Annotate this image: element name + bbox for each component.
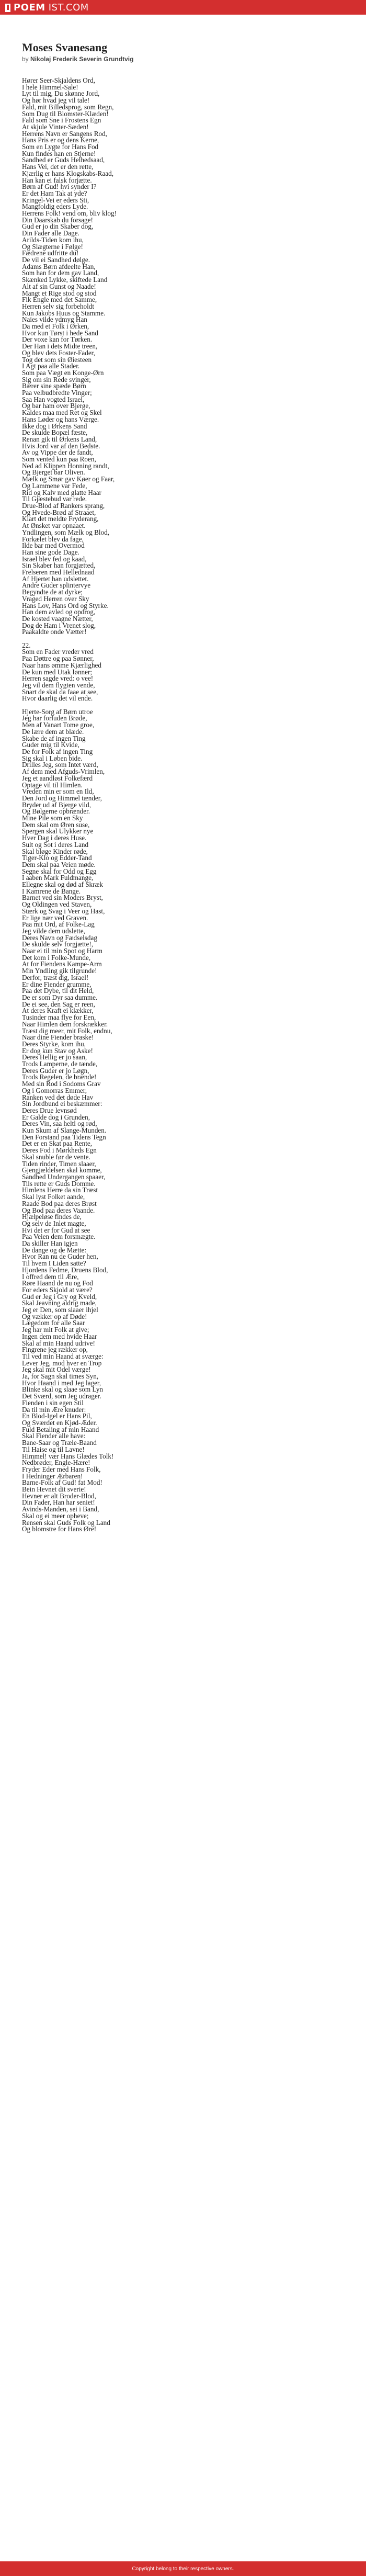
poem-line: Som Dug til Blomster-Klæden! (22, 109, 109, 118)
poem-line: Og Hvede-Brød af Straaet, (22, 508, 96, 516)
poem-line: Fik Engle med det Samme, (22, 296, 97, 304)
poem-line: Fald, mit Billedsprog, som Regn, (22, 103, 114, 111)
poem-line: Kaldes maa med Ret og Skel (22, 409, 102, 417)
poem-line: Ned ad Klippen Honning randt, (22, 461, 109, 470)
poem-line: Nedbrøder, Engle-Hære! (22, 1459, 90, 1467)
poem-line: Fryder Eder med Hans Folk, (22, 1465, 101, 1473)
poem-line: Da skiller Han igjen (22, 1239, 78, 1248)
poem-line: Da med et Folk i Ørken, (22, 322, 89, 331)
poem-title: Moses Svanesang (22, 41, 108, 54)
poem-line: Som vented kun paa Roen, (22, 455, 96, 464)
poem-body (22, 77, 336, 1533)
poem-line: Hvor Haand i med Jeg lager, (22, 1379, 101, 1387)
poem-line: Guder mig til Kvide, (22, 741, 79, 749)
poem-line: Jeg vil dem flygten vende, (22, 681, 95, 689)
poem-line: Optage vil til Himlen. (22, 781, 83, 789)
poem-line: Paa velbudbredte Vinger; (22, 389, 92, 397)
poem-line: Jeg skal mit Odel værge! (22, 1365, 91, 1374)
poem-line: Han sine gode Dage. (22, 548, 79, 556)
poem-line: Mælk og Smør gav Køer og Faar, (22, 475, 115, 483)
poem-line: De kun med Utak lønner; (22, 668, 93, 676)
poem-line: De er som Dyr saa dumme. (22, 993, 98, 1001)
poem-line: Og hør hvad jeg vil tale! (22, 96, 90, 105)
poem-line: Frelseren med Hellednaad (22, 568, 95, 577)
poem-line: Skal Jeavning aldrig made, (22, 1299, 97, 1307)
stanza-2-number: 22. (22, 641, 31, 649)
poem-line: Blinke skal og slaae som Lyn (22, 1385, 103, 1394)
poem-line: Kun Skum af Slange-Munden. (22, 1126, 107, 1135)
poem-line: Til ved min Haand at sværge: (22, 1352, 104, 1360)
poem-line: Hvis Jord var af den Bedste. (22, 442, 100, 450)
poem-line: Min Yndling gik tilgrunde! (22, 967, 97, 975)
poem-line: Af dem med Afguds-Vrimlen, (22, 767, 105, 776)
poem-line: Saa Han vogted Israel, (22, 395, 85, 403)
poem-line: Er dog kun Stav og Aske! (22, 1046, 93, 1055)
poem-line: Deres Vin, saa heltl og rød, (22, 1120, 97, 1128)
poem-line: Jeg et aandløst Folkefærd (22, 774, 93, 782)
poem-line: At for Fiendens Kampe-Arm (22, 960, 102, 968)
poem-line: De skulde selv forgjætte!, (22, 940, 94, 948)
poem-line: Træst dig meer, mit Folk, endnu, (22, 1026, 112, 1035)
poem-line: Deres Navn og Fædselsdag (22, 933, 97, 942)
poem-line: Gjengjældelsen skal komme, (22, 1166, 102, 1174)
poem-line: Og Bod paa deres Vaande. (22, 1206, 95, 1214)
poem-line: Skal bløge Kinder røde, (22, 847, 88, 855)
poem-line: Sin Skaber han forgjætted, (22, 561, 96, 570)
poem-line: Paa Døttre og paa Sønner, (22, 654, 94, 663)
poem-line: Himmel! vær Hans Glædes Tolk! (22, 1452, 114, 1460)
poem-line: Trods Regelen, de brænde! (22, 1073, 97, 1081)
poem-line: Adams Børn afdeelte Han, (22, 262, 96, 270)
poem-line: Himlens Herre da sin Træst (22, 1186, 98, 1194)
poem-line: Hvor Ran nu de Guder hen, (22, 1252, 98, 1261)
poem-line: Snart de skal da faae at see, (22, 687, 98, 696)
poem-line: Sig skal i Løben bide. (22, 754, 83, 762)
logo-main-text: POEM (14, 2, 45, 13)
poem-line: I hele Himmel-Sale! (22, 83, 78, 91)
poem-line: Til Gjæstebud var rede. (22, 495, 87, 503)
poem-line: Fuld Betaling af min Haand (22, 1425, 99, 1433)
poem-line: Hans Lov, Hans Ord og Styrke. (22, 601, 109, 609)
poem-line: Lever Jeg, mod hver en Trop (22, 1359, 102, 1367)
poem-line: Tils rette er Guds Domme. (22, 1179, 96, 1188)
byline-prefix: by (22, 55, 29, 63)
poem-line: Kun findes han en Stjerne! (22, 149, 96, 157)
poem-line: Gud er Jeg i Gry og Kveld, (22, 1292, 97, 1301)
poem-line: Naar ei til min Spot og Harm (22, 947, 102, 955)
poem-line: Rensen skal Guds Folk og Land (22, 1518, 110, 1527)
poem-line: Fædrene udfritte du! (22, 249, 79, 257)
poem-line: Er Galde dog i Grunden, (22, 1113, 90, 1121)
poem-line: Røre Haand de nu og Fod (22, 1279, 93, 1287)
poem-line: Hører Seer-Skjaldens Ord, (22, 76, 95, 84)
poem-line: De ei see, den Sag er reen, (22, 1000, 95, 1008)
poem-line: Klart det meldte Fryderang, (22, 515, 99, 523)
poem-line: Sandhed Undergangen spaaer, (22, 1172, 106, 1181)
poem-line: Rid og Kalv med glatte Haar (22, 488, 101, 496)
poem-line: Og blomstre for Hans Øre! (22, 1525, 97, 1533)
poem-line: Der voxe kan for Tørken. (22, 335, 93, 344)
poem-line: Og Bølgerne opbrænder. (22, 807, 90, 816)
poem-line: Tog det som sin Øiesteen (22, 355, 92, 364)
poem-line: Jeg er Den, som slaaer ihjel (22, 1306, 98, 1314)
site-logo[interactable] (5, 2, 89, 13)
poem-line: Din Fader alle Dage. (22, 229, 79, 238)
poem-line: At deres Kraft ei klækker, (22, 1007, 94, 1015)
poem-line: Dem skal paa Veien møde. (22, 860, 96, 868)
poem-line: En Blod-Igel er Hans Pil, (22, 1412, 92, 1420)
poem-line: Bein Hevnet dit sverie! (22, 1485, 86, 1494)
poem-line: Begyndte de at dyrke; (22, 588, 83, 596)
poem-line: Fingrene jeg rækker op, (22, 1346, 88, 1354)
poem-line: Børn af Gud! hvi synder I? (22, 183, 97, 191)
logo-mark-icon (5, 4, 10, 12)
poem-line: Sandhed er Guds Helhedsaad, (22, 156, 105, 164)
poem-line: Med sin Rod i Sodoms Grav (22, 1080, 101, 1088)
poem-line: At skjule Vinter-Sæden! (22, 122, 89, 131)
poem-line: Lyt til mig, Du skønne Jord, (22, 89, 100, 98)
poem-line: Til hvem I Liden satte? (22, 1259, 86, 1268)
poem-line: Bryder ud af Bjerge vild, (22, 800, 91, 809)
poem-line: Og blev dets Foster-Fader, (22, 348, 95, 357)
poem-line: Herrens Folk! vend om, bliv klog! (22, 209, 117, 218)
poem-line: Og Lammene var Fede, (22, 481, 87, 490)
poem-line: Drue-Blod af Rankers sprang, (22, 502, 105, 510)
poem-line: Men af Vanart Tome groe, (22, 721, 95, 729)
poem-line: Skabe de af ingen Ting (22, 734, 86, 742)
poem-container (22, 41, 336, 1533)
poem-line: Naar Himlen dem forskrækker. (22, 1020, 108, 1028)
poem-line: Han kan ei falsk forjætte. (22, 176, 92, 184)
poem-line: Mangfoldig eders Lyde. (22, 202, 88, 211)
poem-line: Yndlingen, som Mælk og Blod, (22, 528, 110, 536)
poem-line: Og bar ham over Bjerge, (22, 402, 90, 410)
poem-line: Og Bjerget bar Oliven. (22, 468, 85, 477)
poem-line: Barnet ved sin Moders Bryst, (22, 894, 103, 902)
poem-line: Avinds-Manden, sei i Band, (22, 1505, 99, 1513)
poem-line: Hjordens Fedme, Druens Blod, (22, 1266, 108, 1274)
poem-line: De kosted vaagne Nætter, (22, 614, 93, 623)
poem-line: Paa Veien dem forsmægte. (22, 1233, 96, 1241)
poem-line: Skal af min Haand udrive! (22, 1339, 95, 1347)
stanza-1 (22, 77, 336, 636)
poem-line: Din Fader, Han har seniet! (22, 1498, 95, 1507)
poem-line: Som en Fader vreder vred (22, 648, 94, 656)
poem-line: Drilles Jeg, som Intet værd, (22, 761, 98, 769)
poem-line: Skal lyst Folket aande, (22, 1193, 85, 1201)
poem-line: Alt af sin Gunst og Naade! (22, 282, 96, 290)
poem-line: Er det Ham Tak at yde? (22, 189, 87, 197)
poem-line: Barne-Folk af Gud! fat Mod! (22, 1478, 102, 1487)
poem-line: For eders Skjold at være? (22, 1285, 93, 1294)
poem-line: Ja, for Sagn skal times Syn, (22, 1372, 99, 1381)
poem-line: Fald som Sne i Frostens Egn (22, 116, 101, 125)
poem-line: Derfor, træst dig, Israel! (22, 973, 89, 981)
poem-line: Er dine Fiender grumme, (22, 980, 92, 988)
poem-line: Sin Jordbund ei beskæmmer: (22, 1100, 102, 1108)
poem-line: Og Slægterne i Følge! (22, 242, 83, 251)
poem-line: Sult og Sot i deres Land (22, 840, 89, 849)
poem-line: De for Folk af ingen Ting (22, 747, 93, 755)
poem-line: Forkælet blev da fage, (22, 535, 84, 543)
poem-line: Hans Løder og hans Værge. (22, 415, 99, 423)
poem-line: Som paa Vægt en Konge-Ørn (22, 368, 104, 377)
poem-line: Ingen dem med hvide Haar (22, 1332, 97, 1340)
site-header (0, 0, 366, 15)
poem-line: Skal og ei meer opheve; (22, 1511, 89, 1520)
stanza-2 (22, 649, 336, 1533)
poem-line: Da til min Ære knuder: (22, 1405, 86, 1414)
poem-line: De vil ei Sandhed dølge. (22, 255, 90, 264)
poem-line: Arilds-Tiden kom ihu, (22, 235, 84, 244)
poem-line: Han dem avled og opdrog, (22, 608, 96, 616)
poem-line: Ellegne skal og død af Skræk (22, 880, 103, 889)
poem-line: Deres Styrke, kom ihu, (22, 1040, 86, 1048)
poem-line: Tiden rinder, Timen slaaer, (22, 1159, 96, 1168)
poem-line: I aaben Mark Fuldmange, (22, 874, 94, 882)
site-footer (0, 2561, 366, 2576)
poem-line: Hver Dag i deres Huse. (22, 834, 87, 842)
poem-line: Og Oldingen ved Staven, (22, 900, 92, 909)
poem-line: Tiger-Klo og Edder-Tand (22, 854, 92, 862)
poem-line: Trods Lamperne, de tænde, (22, 1060, 98, 1068)
poem-line: De skulde Bopæl fæste, (22, 428, 88, 437)
poem-line: Jeg vilde dem udslette, (22, 927, 85, 935)
poem-line: I Hedninger Ærbaren! (22, 1472, 83, 1480)
poem-line: Hans Pris er og dens Kerne, (22, 136, 99, 144)
poem-line: Vreden min er som en Ild, (22, 787, 94, 796)
poem-line: Er lige nær ved Graven. (22, 913, 88, 922)
poem-line: Sig om sin Rede svinger, (22, 375, 91, 383)
poem-line: Kun Jakobs Huus og Stamme. (22, 309, 106, 317)
poem-line: Hjerte-Sorg af Børn utroe (22, 707, 93, 716)
poem-line: Skænked Lykke, skiftede Land (22, 276, 108, 284)
poem-line: Paakaldte onde Vætter! (22, 628, 87, 636)
poem-line: Af Hjertet han udslettet. (22, 574, 89, 583)
poem-line: Hvor kun Tørst i hede Sand (22, 329, 98, 337)
poem-line: Til Haise og til Lavne! (22, 1445, 85, 1453)
poem-line: Herren selv sig forbeholdt (22, 302, 95, 310)
poem-line: Israel blev fed og kaad, (22, 555, 87, 563)
poem-line: Av og Vippe der de fandt, (22, 448, 93, 457)
poem-line: Den Forstand paa Tidens Tegn (22, 1133, 106, 1141)
poem-line: Segne skal for Odd og Egg (22, 867, 97, 875)
poem-line: Og selv de Inlet magte, (22, 1219, 86, 1227)
poem-line: Det Sværd, som Jeg udrager. (22, 1392, 101, 1400)
poem-line: Som en Lygte for Hans Fod (22, 143, 99, 151)
poem-line: At Ønsket var opnaaet. (22, 522, 86, 530)
poem-line: Hvor daarlig det vil ende. (22, 694, 93, 703)
poem-line: Herren sagde vred: o vee! (22, 674, 94, 683)
poem-line: Hans Vei, det er den rette, (22, 163, 94, 171)
poem-line: Paa mit Ord, af Folke-Lag (22, 920, 95, 929)
poem-line: Herrens Navn er Sangens Rod, (22, 129, 107, 138)
poem-line: Kjærlig er hans Klogskabs-Raad, (22, 169, 114, 177)
poem-line: Lægedom for alle Saar (22, 1319, 85, 1327)
poem-line: Kringel-Vei er eders Sti, (22, 196, 89, 204)
poem-line: I Kamrene de Bange. (22, 887, 81, 895)
poem-line: Spergen skal Ulykker nye (22, 827, 94, 835)
poem-line: Mine Pile som en Sky (22, 814, 83, 822)
poem-line: Det kom i Folke-Munde, (22, 953, 91, 962)
poem-line: Den Jord og Himmel tænder, (22, 794, 102, 802)
poem-line: Raade Bod paa deres Brøst (22, 1199, 97, 1207)
poem-line: I Agt paa alle Stader. (22, 362, 80, 370)
poem-line: Skal Fiender alle have: (22, 1432, 86, 1440)
poem-line: De dange og de Mætte: (22, 1246, 87, 1254)
poem-line: Hjælpeløse findes de, (22, 1213, 82, 1221)
poem-line: Hvi det er for Gud at see (22, 1226, 90, 1234)
poem-line: Bærer sine spæde Børn (22, 382, 86, 390)
poem-line: Din Daarskab du forsage! (22, 216, 93, 224)
poem-line: Skal snuble før de vente. (22, 1153, 90, 1161)
poem-line: Fienden i sin egen Stil (22, 1398, 84, 1407)
poem-line: Vraged Herren over Sky (22, 594, 89, 603)
poem-line: Ikke dog i Ørkens Sand (22, 422, 87, 430)
poem-line: Jeg har forluden Brøde, (22, 714, 87, 722)
logo-sub-text: IST.COM (48, 2, 89, 13)
poem-line: Dog de Ham i Vrenet slog, (22, 621, 96, 629)
author-link[interactable]: Nikolaj Frederik Severin Grundtvig (30, 55, 134, 63)
poem-line: Gud er jo din Skaber dog, (22, 222, 94, 231)
poem-line: Deres Drue levnsød (22, 1106, 77, 1114)
poem-line: De lære dem at blæde. (22, 727, 84, 736)
poem-line: Naies vilde ydmyg Han (22, 315, 87, 324)
poem-line: Naar hans ømme Kjærlighed (22, 661, 101, 669)
poem-line: Og vækker op af Døde! (22, 1312, 87, 1320)
poem-line: Det er en Skat paa Rente, (22, 1139, 93, 1148)
poem-line: Som han for dem gav Land, (22, 269, 99, 277)
poem-line: I offred dem til Ære, (22, 1272, 79, 1281)
poem-line: Hevner er alt Broder-Blod, (22, 1492, 96, 1500)
poem-line: Paa det Dybe, til dit Held, (22, 987, 94, 995)
poem-line: Ranken ved det døde Hav (22, 1093, 94, 1101)
poem-line: Og Sværdet en Kjød-Æder. (22, 1419, 97, 1427)
poem-line: Og i Gomorras Emmer, (22, 1086, 87, 1094)
poem-line: Stærk og Svag i Veer og Hast, (22, 907, 105, 915)
poem-line: Dem skal om Øren suse, (22, 820, 90, 829)
poem-line: Naar dine Fiender braske! (22, 1033, 94, 1042)
poem-line: Deres Guder er jo Løgn, (22, 1066, 89, 1075)
poem-line: Der Han i dets Midte treen, (22, 342, 98, 351)
poem-line: Andre Guder splintervye (22, 581, 91, 590)
poem-line: Deres Fod i Mørkheds Egn (22, 1146, 97, 1155)
poem-line: Jeg har mit Folk at give; (22, 1326, 89, 1334)
poem-line: Renan gik til Ørkens Land, (22, 435, 97, 443)
poem-line: Bane-Saar og Træle-Baand (22, 1439, 97, 1447)
poem-line: Ilde bar med Overmod (22, 541, 85, 550)
copyright-text: Copyright belong to their respective owners. (132, 2566, 234, 2572)
poem-line: Mangt et Rige stod og stod (22, 289, 97, 297)
poem-line: Deres Hellig er jo saan, (22, 1053, 87, 1061)
poem-line: Tusinder maa flye for Een, (22, 1013, 96, 1022)
byline (22, 55, 336, 63)
